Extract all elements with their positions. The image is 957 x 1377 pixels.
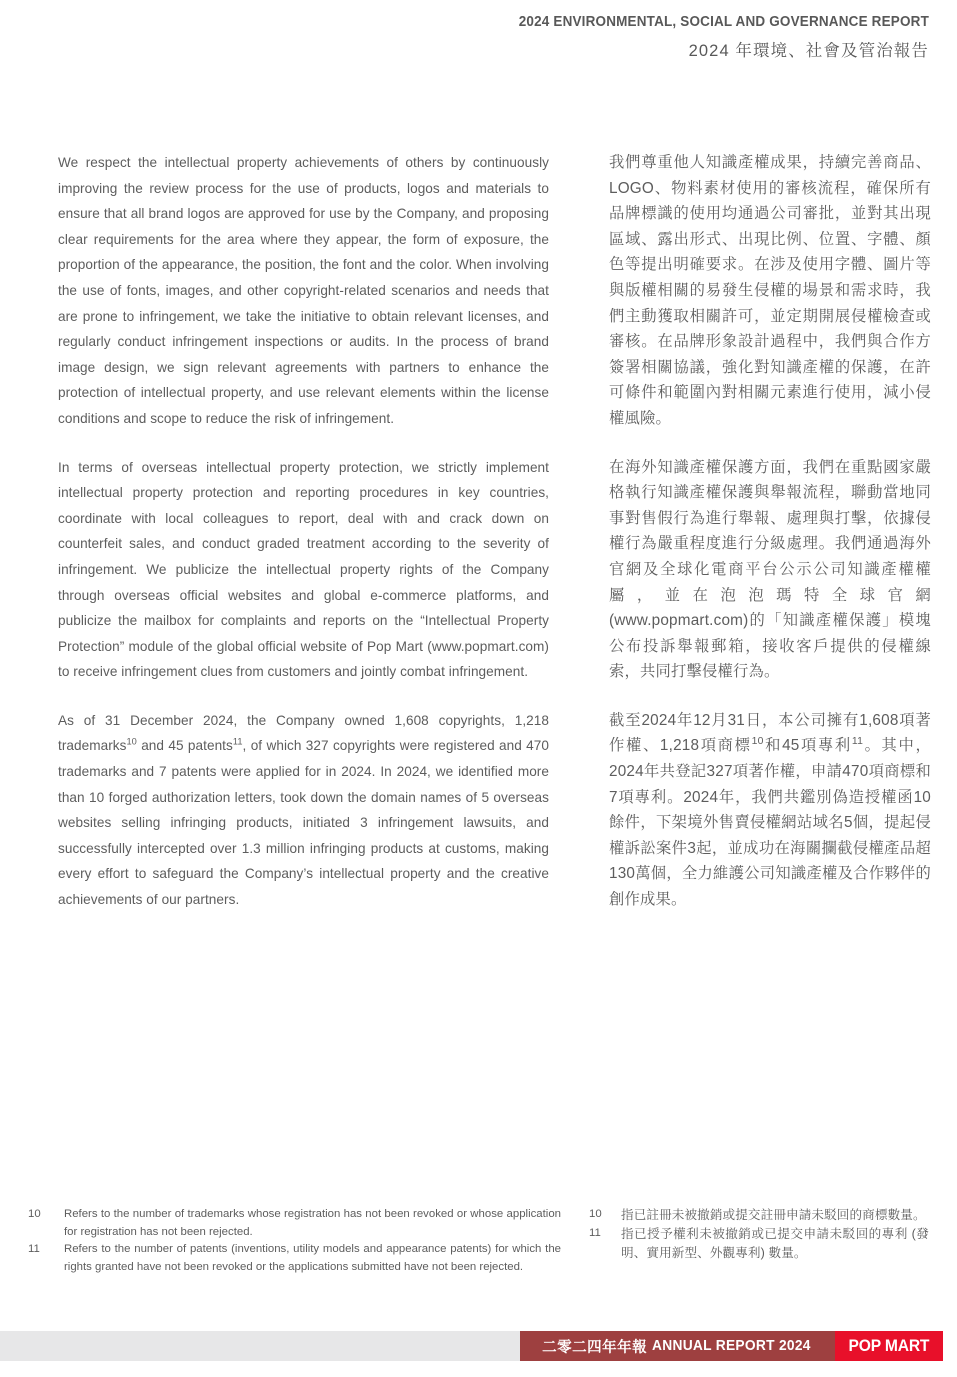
footer-annual-report-bar <box>520 1331 835 1361</box>
paragraph-zh-3 <box>609 708 931 913</box>
paragraph-en-2: In terms of overseas intellectual property protection, we strictly implement intellectual property protection and reporting procedures in key countries, coordinate with local colleagues to report, deal with and crack down on counterfeit sales, and conduct graded treatment according to the severity of infringement. We publicize the intellectual property rights of the Company through overseas official websites and global e-commerce platforms, and publicize the mailbox for complaints and reports on the “Intellectual Property Protection” module of the global official website of Pop Mart (www.popmart.com) to receive infringement clues from customers and jointly combat infringement. <box>58 459 549 680</box>
footnote-number: 10 <box>28 1208 41 1220</box>
paragraph-zh-3-text-3: 。其中，2024年共登記327項著作權，申請470項商標和7項專利。2024年，我們共鑑別偽造授權函10餘件，下架境外售賣侵權網站域名5個，提起侵權訴訟案件3起，並成功在海關攔截侵權產品超130萬個，全力維護公司知識產權及合作夥伴的創作成果。 <box>609 737 932 909</box>
footnote-text: Refers to the number of trademarks whose registration has not been revoked or whose application for registration has not been rejected. <box>64 1208 561 1238</box>
footnote-marker-11-zh: 11 <box>851 736 864 748</box>
footnote-marker-10-en: 10 <box>126 736 137 747</box>
footnotes-chinese <box>589 1206 929 1276</box>
paragraph-zh-3-text-2: 和45項專利 <box>763 737 852 755</box>
footnote-text: 指已註冊未被撤銷或提交註冊申請未駁回的商標數量。 <box>621 1208 926 1222</box>
footnotes-english <box>28 1206 561 1276</box>
footer-right-padding <box>943 1331 957 1361</box>
footnote-marker-10-zh: 10 <box>751 736 764 748</box>
footnote-text: Refers to the number of patents (inventions, utility models and appearance patents) for which the rights granted have not been revoked or the applications submitted have not been rejected. <box>64 1243 561 1273</box>
footnote-number: 10 <box>589 1208 602 1220</box>
report-title-en: 2024 ENVIRONMENTAL, SOCIAL AND GOVERNANCE REPORT <box>518 14 929 30</box>
page-content <box>58 150 932 913</box>
paragraph-zh-1: 我們尊重他人知識產權成果，持續完善商品、LOGO、物料素材使用的審核流程，確保所有品牌標識的使用均通過公司審批，並對其出現區域、露出形式、出現比例、位置、字體、顏色等提出明確要求。在涉及使用字體、圖片等與版權相關的易發生侵權的場景和需求時，我們主動獲取相關許可，並定期開展侵權檢查或審核。在品牌形象設計過程中，我們與合作方簽署相關協議，強化對知識產權的保護，在許可條件和範圍內對相關元素進行使用，減小侵權風險。 <box>609 154 931 427</box>
footer-label-en: ANNUAL REPORT 2024 <box>652 1338 811 1354</box>
footnotes <box>28 1206 929 1276</box>
report-title-zh: 2024 年環境、社會及管治報告 <box>688 42 929 60</box>
popmart-logo <box>835 1331 943 1361</box>
paragraph-en-3-text-2: and 45 patents <box>136 738 233 754</box>
paragraph-en-1: We respect the intellectual property achievements of others by continuously improving the review process for the use of products, logos and materials to ensure that all brand logos are approved for use by the Company, and proposing clear requirements for the area where they appear, the form of exposure, the proportion of the appearance, the position, the font and the color. When involving the use of fonts, images, and other copyright-related scenarios and needs that are prone to infringement, we take the initiative to obtain relevant licenses, and regularly conduct infringement inspections or audits. In the process of brand image design, we sign relevant agreements with partners to enhance the protection of intellectual property, and use relevant elements within the license conditions and scope to reduce the risk of infringement. <box>58 155 549 426</box>
column-english <box>58 150 549 913</box>
paragraph-zh-2: 在海外知識產權保護方面，我們在重點國家嚴格執行知識產權保護與舉報流程，聯動當地同事對售假行為進行舉報、處理與打擊，依據侵權行為嚴重程度進行分級處理。我們通過海外官網及全球化電商平台公示公司知識產權權屬，並在泡泡瑪特全球官網(www.popmart.com)的「知識產權保護」模塊公布投訴舉報郵箱，接收客戶提供的侵權線索，共同打擊侵權行為。 <box>609 458 931 681</box>
footnote-text: 指已授予權利未被撤銷或已提交申請未駁回的專利 (發明、實用新型、外觀專利) 數量。 <box>621 1227 929 1260</box>
footnote-item <box>28 1206 561 1241</box>
page-footer <box>0 1331 957 1361</box>
footnote-item <box>589 1225 929 1263</box>
paragraph-en-3 <box>58 708 549 913</box>
footnote-item <box>28 1241 561 1276</box>
footnote-marker-11-en: 11 <box>232 736 243 747</box>
page-header <box>0 14 929 61</box>
column-chinese <box>609 150 931 913</box>
footer-label-zh: 二零二四年年報 <box>542 1339 648 1356</box>
paragraph-en-3-text-1: As of 31 December 2024, the Company owned 1,608 copyrights, 1,218 trademarks <box>58 712 549 754</box>
footer-grey-bar <box>0 1331 520 1361</box>
paragraph-zh-3-text-1: 截至2024年12月31日，本公司擁有1,608項著作權、1,218項商標 <box>609 711 931 755</box>
footnote-item <box>589 1206 929 1225</box>
footnote-number: 11 <box>589 1227 601 1239</box>
paragraph-en-3-text-3: , of which 327 copyrights were registered and 470 trademarks and 7 patents were applied for in 2024. In 2024, we identified more than 10 forged authorization letters, took down the domain names of 5 overseas websites selling infringing products, initiated 3 infringement lawsuits, and successfully intercepted over 1.3 million infringing products at customs, making every effort to safeguard the Company’s intellectual property and the creative achievements of our partners. <box>58 738 549 908</box>
popmart-logo-text: POP MART <box>848 1336 930 1355</box>
footnote-number: 11 <box>28 1243 40 1255</box>
